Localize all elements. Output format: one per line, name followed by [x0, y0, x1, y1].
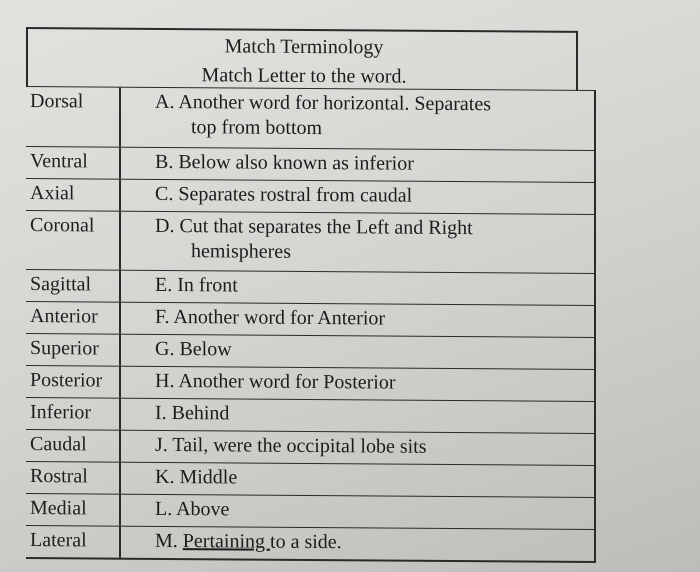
definition-text: B. Below also known as inferior — [155, 150, 414, 175]
definition-cell — [121, 495, 596, 529]
term-cell: Dorsal — [26, 87, 121, 147]
table-row — [26, 397, 596, 433]
definition-text: I. Behind — [155, 401, 230, 425]
term-cell: Rostral — [26, 462, 121, 494]
table-row — [26, 269, 596, 305]
definition-cell — [121, 88, 596, 150]
definition-cell — [121, 303, 596, 337]
table-row — [26, 365, 596, 401]
definition-text: H. Another word for Posterior — [155, 369, 396, 394]
term-cell: Posterior — [26, 366, 121, 398]
table-row — [26, 86, 596, 150]
definition-text-suffix: to a side. — [270, 530, 342, 554]
definition-text: C. Separates rostral from caudal — [155, 182, 413, 207]
matching-grid — [26, 86, 596, 563]
definition-text: G. Below — [155, 337, 232, 361]
table-row — [26, 461, 596, 497]
term-cell: Inferior — [26, 398, 121, 430]
definition-cell — [121, 148, 596, 182]
definition-text: D. Cut that separates the Left and Right — [155, 214, 473, 240]
definition-text-continued: top from bottom — [191, 116, 323, 140]
table-row — [26, 429, 596, 465]
table-row — [26, 146, 596, 182]
term-cell: Anterior — [26, 302, 121, 334]
definition-text: K. Middle — [155, 465, 238, 489]
definition-cell — [121, 180, 596, 214]
term-cell: Lateral — [26, 526, 121, 558]
table-row — [26, 178, 596, 214]
term-cell: Caudal — [26, 430, 121, 462]
table-row — [26, 525, 596, 563]
term-cell: Coronal — [26, 211, 121, 270]
definition-text-prefix: M. — [155, 529, 183, 553]
definition-text: A. Another word for horizontal. Separates — [155, 90, 492, 116]
definition-text: E. In front — [155, 273, 238, 297]
definition-cell — [121, 463, 596, 497]
title-header — [26, 27, 578, 91]
definition-cell — [121, 335, 596, 369]
term-cell: Medial — [26, 494, 121, 526]
term-cell: Sagittal — [26, 270, 121, 302]
table-row — [26, 210, 596, 273]
definition-cell — [121, 399, 596, 433]
definition-text-underlined: Pertaining — [182, 530, 271, 553]
definition-text-continued: hemispheres — [191, 240, 291, 263]
definition-text: J. Tail, were the occipital lobe sits — [155, 433, 427, 458]
definition-cell — [121, 431, 596, 465]
definition-cell — [121, 527, 596, 561]
definition-text: L. Above — [155, 497, 230, 521]
table-row — [26, 301, 596, 337]
definition-text: F. Another word for Anterior — [155, 305, 386, 330]
worksheet-subtitle: Match Letter to the word. — [201, 64, 407, 88]
definition-cell — [121, 212, 596, 273]
term-cell: Ventral — [26, 147, 121, 179]
definition-cell — [121, 271, 596, 305]
definition-cell — [121, 367, 596, 401]
term-cell: Superior — [26, 334, 121, 366]
table-row — [26, 333, 596, 369]
worksheet-title: Match Terminology — [224, 35, 384, 59]
worksheet-table — [26, 27, 580, 555]
term-cell: Axial — [26, 179, 121, 211]
table-row — [26, 493, 596, 529]
